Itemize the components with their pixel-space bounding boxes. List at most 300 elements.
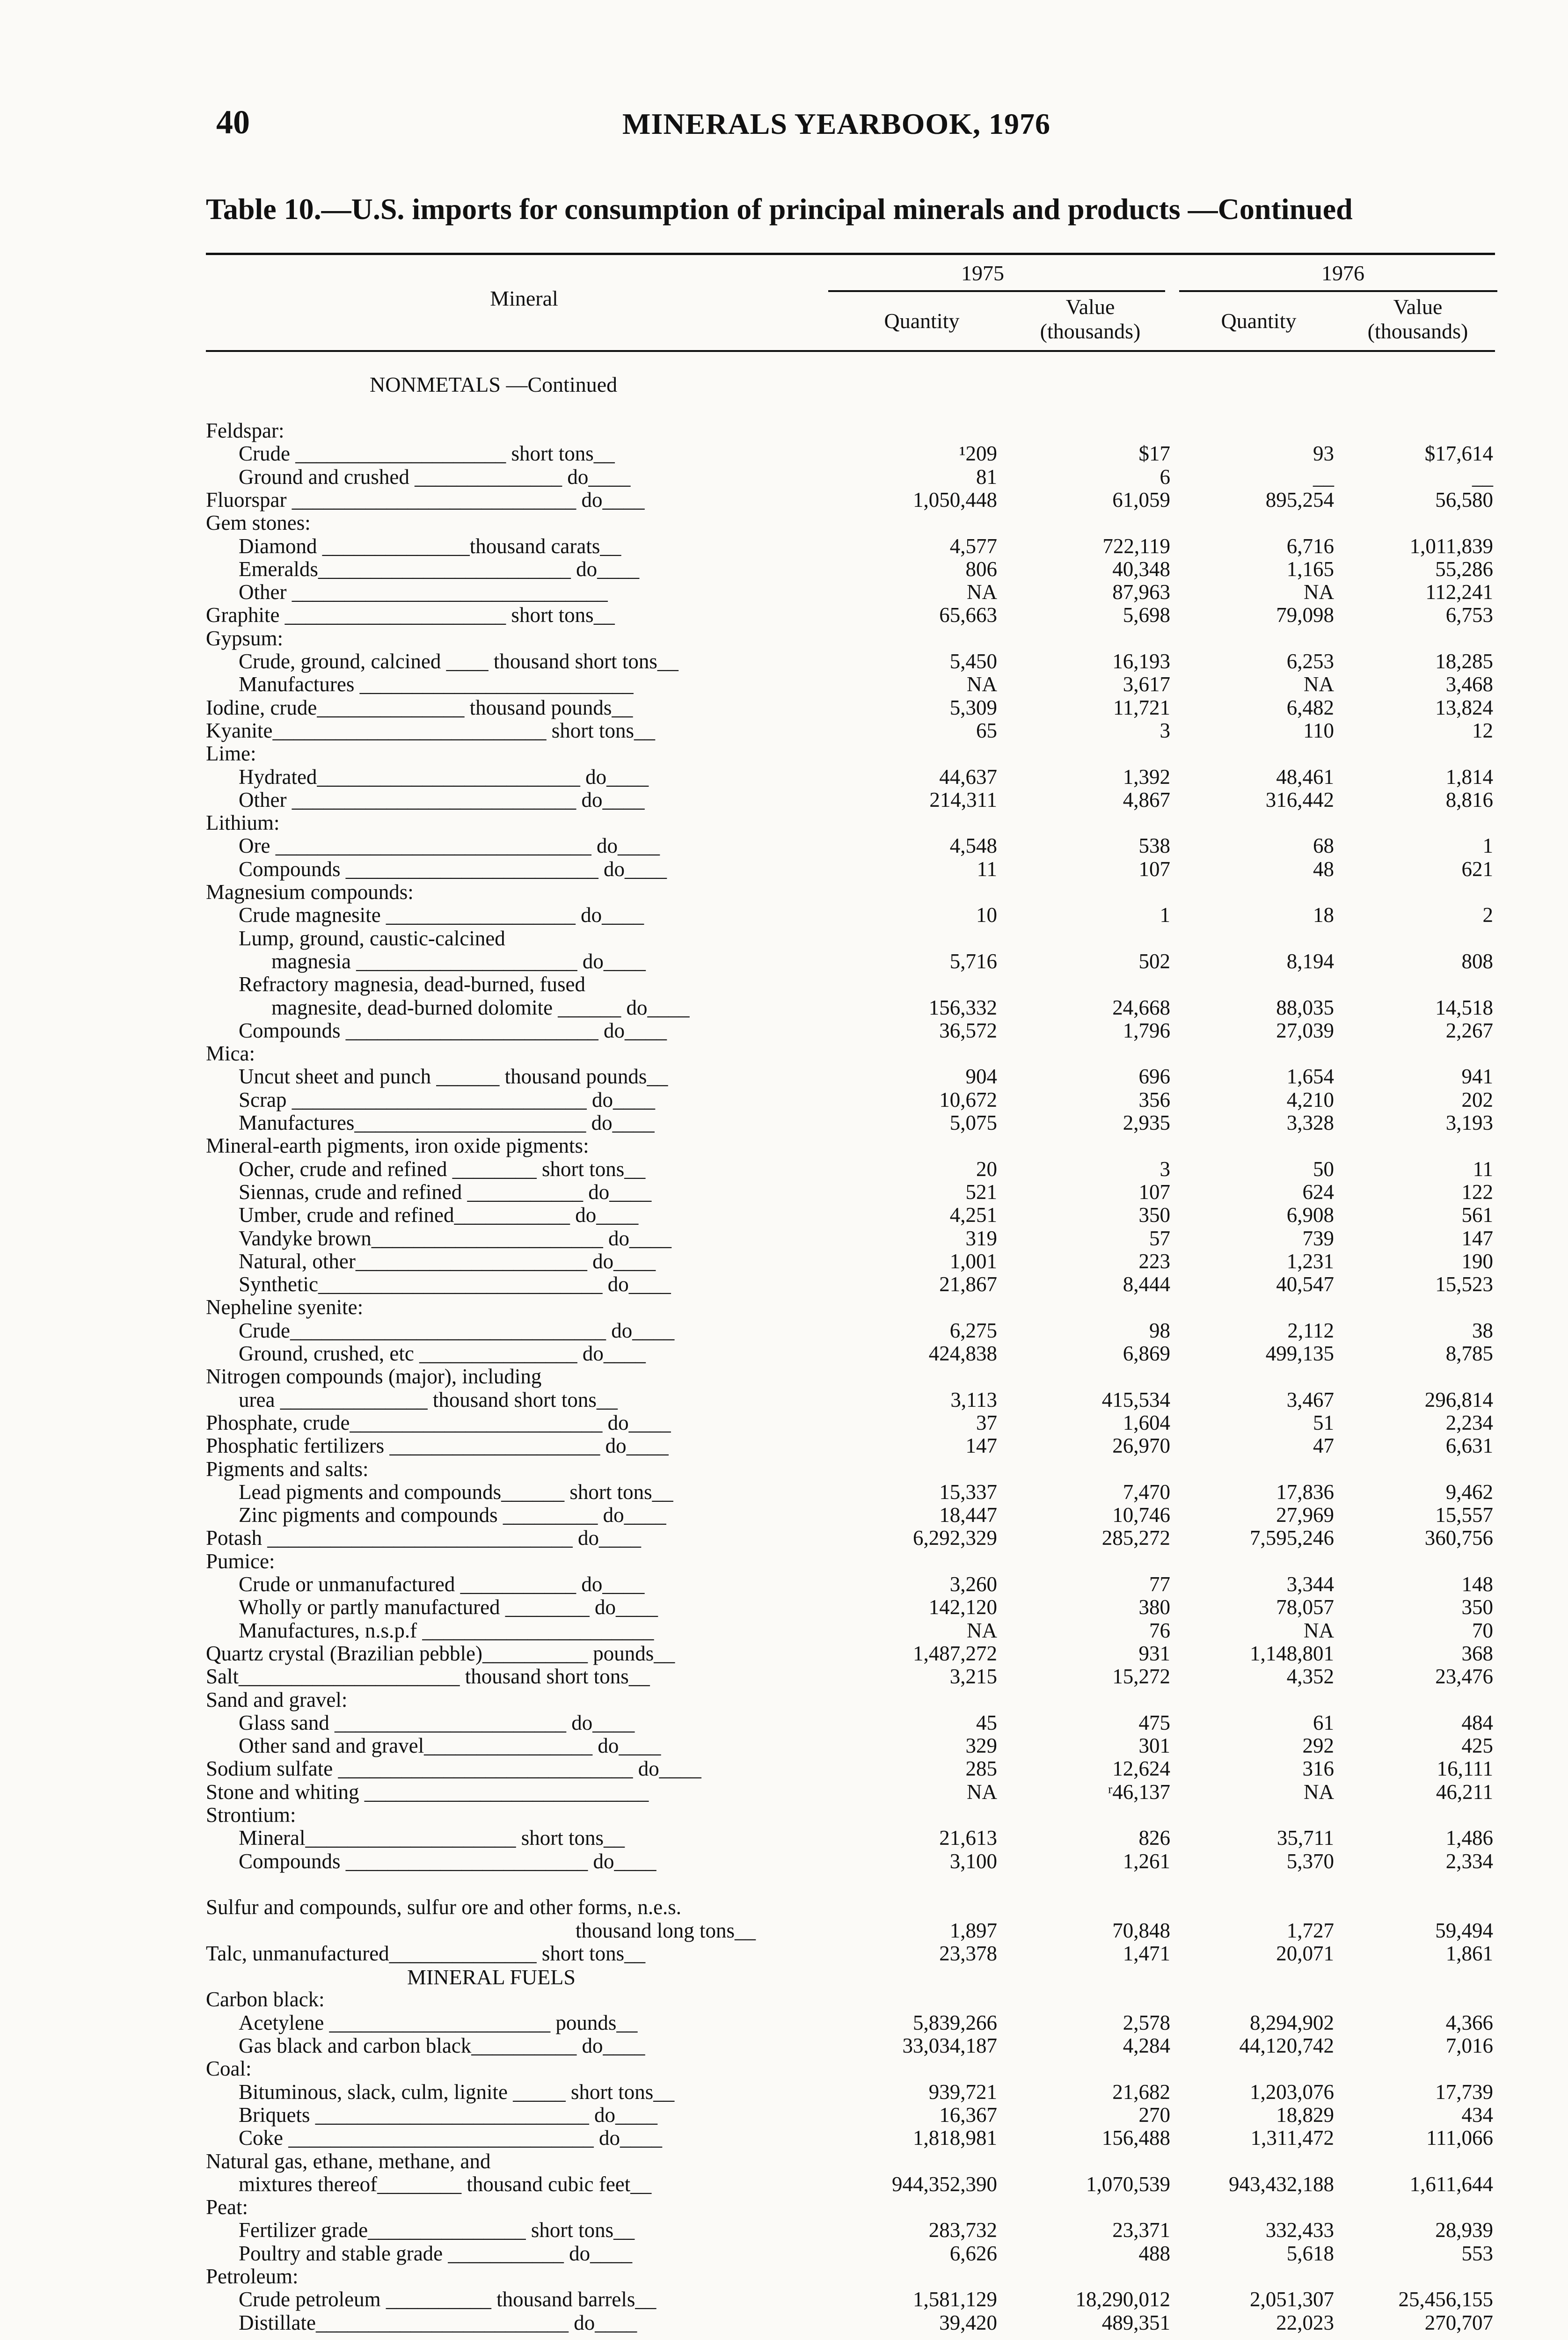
value-1976-cell: 190 <box>1461 1249 1493 1273</box>
value-1975-cell: 415,534 <box>1101 1388 1170 1411</box>
value-1975-cell: 826 <box>1138 1826 1170 1850</box>
table-row <box>0 1619 1568 1642</box>
table-row <box>0 1595 1568 1619</box>
row-label: Strontium: <box>206 1803 296 1827</box>
quantity-1975-header: Quantity <box>884 309 960 333</box>
table-row <box>0 2103 1568 2127</box>
row-label: Kyanite__________________________ short tons__ <box>206 718 655 742</box>
table-row <box>0 1319 1568 1342</box>
row-label: Lime: <box>206 742 256 766</box>
quantity-1975-cell: 424,838 <box>928 1342 997 1365</box>
table-row <box>0 2242 1568 2265</box>
row-label: Talc, unmanufactured______________ short tons__ <box>206 1941 646 1965</box>
value-1976-cell: 368 <box>1461 1641 1493 1665</box>
value-1976-header <box>1338 295 1497 344</box>
table-row <box>0 880 1568 904</box>
quantity-1976-cell: 4,352 <box>1286 1665 1334 1689</box>
row-label: Coke _____________________________ do____ <box>239 2126 662 2150</box>
row-label: Fluorspar ___________________________ do____ <box>206 488 645 512</box>
table-row <box>0 788 1568 812</box>
table-row <box>0 1826 1568 1850</box>
quantity-1975-cell: 939,721 <box>928 2080 997 2104</box>
value-1976-cell: 28,939 <box>1435 2218 1493 2242</box>
quantity-1975-cell: 3,260 <box>949 1572 997 1596</box>
mineral-column-header: Mineral <box>490 286 558 310</box>
value-1976-cell: 70 <box>1472 1618 1493 1642</box>
quantity-1976-cell: 6,482 <box>1286 695 1334 719</box>
quantity-1975-cell: 45 <box>976 1711 997 1734</box>
quantity-1976-cell: 7,595,246 <box>1250 1526 1334 1550</box>
quantity-1975-cell: 3,113 <box>950 1388 997 1411</box>
row-label: Nepheline syenite: <box>206 1295 364 1319</box>
value-1975-cell: 23,371 <box>1112 2218 1170 2242</box>
quantity-1976-cell: 6,908 <box>1286 1203 1334 1227</box>
value-1976-cell: 1,011,839 <box>1409 534 1493 558</box>
row-label: mixtures thereof________ thousand cubic feet__ <box>239 2172 652 2196</box>
table-row <box>0 650 1568 673</box>
row-label: Ground and crushed ______________ do____ <box>239 465 631 489</box>
table-row <box>0 442 1568 465</box>
quantity-1976-cell: 1,231 <box>1286 1249 1334 1273</box>
row-label: Diamond ______________thousand carats__ <box>239 534 621 558</box>
row-label: Glass sand ______________________ do____ <box>239 1711 635 1734</box>
table-row <box>0 2034 1568 2057</box>
value-1976-header-line1: Value <box>1393 295 1443 319</box>
running-title: MINERALS YEARBOOK, 1976 <box>622 107 1050 140</box>
value-1975-cell: 4,867 <box>1123 788 1170 812</box>
value-1975-cell: 26,970 <box>1112 1434 1170 1458</box>
row-label: Refractory magnesia, dead-burned, fused <box>239 973 585 996</box>
row-label: Feldspar: <box>206 419 284 442</box>
quantity-1975-cell: 65 <box>976 718 997 742</box>
row-label: Sulfur and compounds, sulfur ore and other forms, n.e.s. <box>206 1895 682 1919</box>
quantity-1976-cell: 17,836 <box>1276 1480 1334 1504</box>
quantity-1975-cell: 4,251 <box>949 1203 997 1227</box>
value-1976-cell: 13,824 <box>1435 695 1493 719</box>
quantity-1975-cell: NA <box>967 673 997 696</box>
value-1976-cell: 941 <box>1461 1065 1493 1089</box>
quantity-1976-cell: 292 <box>1302 1734 1334 1758</box>
quantity-1975-cell: 5,309 <box>949 695 997 719</box>
table-row <box>0 1019 1568 1042</box>
quantity-1975-cell: 1,487,272 <box>913 1641 997 1665</box>
value-1975-cell: 6 <box>1160 465 1170 489</box>
table-row <box>0 996 1568 1019</box>
table-row <box>0 1065 1568 1088</box>
quantity-1975-cell: 5,075 <box>949 1111 997 1134</box>
table-row <box>0 1688 1568 1711</box>
value-1975-cell: 3 <box>1160 1157 1170 1181</box>
value-1975-cell: 301 <box>1138 1734 1170 1758</box>
value-1976-cell: 11 <box>1473 1157 1493 1181</box>
table-row <box>0 1388 1568 1411</box>
quantity-1976-cell: 68 <box>1313 834 1334 858</box>
table-row <box>0 1434 1568 1457</box>
row-label: Gypsum: <box>206 626 284 650</box>
value-1975-cell: 356 <box>1138 1088 1170 1112</box>
row-label: Hydrated_________________________ do____ <box>239 765 649 789</box>
table-row <box>0 1295 1568 1319</box>
value-1975-cell: 1,796 <box>1123 1018 1170 1042</box>
quantity-1976-cell: 27,039 <box>1276 1018 1334 1042</box>
value-1976-cell: 59,494 <box>1435 1918 1493 1942</box>
value-1975-cell: 489,351 <box>1101 2311 1170 2334</box>
quantity-1976-cell: 48 <box>1313 857 1334 881</box>
quantity-1975-cell: 521 <box>965 1180 997 1204</box>
value-1975-cell: 1,261 <box>1123 1849 1170 1873</box>
table-row <box>0 2265 1568 2288</box>
table-row <box>0 1365 1568 1388</box>
value-1975-cell: 77 <box>1149 1572 1170 1596</box>
table-row <box>0 534 1568 558</box>
quantity-1976-cell: 8,194 <box>1286 949 1334 973</box>
quantity-1976-cell: 88,035 <box>1276 995 1334 1019</box>
quantity-1976-cell: 1,148,801 <box>1250 1641 1334 1665</box>
quantity-1976-cell: 2,051,307 <box>1250 2288 1334 2311</box>
value-1976-cell: 561 <box>1461 1203 1493 1227</box>
value-1976-cell: 7,016 <box>1445 2034 1493 2057</box>
value-1975-cell: 270 <box>1138 2103 1170 2127</box>
quantity-1976-cell: 1,727 <box>1286 1918 1334 1942</box>
value-1976-cell: 122 <box>1461 1180 1493 1204</box>
quantity-1975-cell: 329 <box>965 1734 997 1758</box>
value-1975-header-line2: (thousands) <box>1040 319 1141 343</box>
value-1976-cell: 6,631 <box>1445 1434 1493 1458</box>
value-1976-cell: 56,580 <box>1435 488 1493 512</box>
value-1975-cell: 1,604 <box>1123 1411 1170 1434</box>
quantity-1976-cell: 27,969 <box>1276 1503 1334 1527</box>
table-row <box>0 1550 1568 1573</box>
row-label: Natural, other______________________ do____ <box>239 1249 656 1273</box>
section-mineral-fuels: MINERAL FUELS <box>407 1965 576 1989</box>
value-1975-cell: 1,392 <box>1123 765 1170 789</box>
quantity-1976-cell: 624 <box>1302 1180 1334 1204</box>
quantity-1975-cell: 18,447 <box>939 1503 997 1527</box>
value-1976-cell: 4,366 <box>1445 2011 1493 2034</box>
value-1976-cell: 202 <box>1461 1088 1493 1112</box>
row-label: Lithium: <box>206 811 280 835</box>
quantity-1975-cell: 319 <box>965 1226 997 1250</box>
row-label: Coal: <box>206 2057 252 2081</box>
quantity-1976-cell: 6,253 <box>1286 650 1334 673</box>
value-1975-cell: 4,284 <box>1123 2034 1170 2057</box>
year-1976-header: 1976 <box>1321 261 1364 285</box>
table-row <box>0 1503 1568 1527</box>
value-1976-cell: 15,523 <box>1435 1272 1493 1296</box>
value-1976-cell: 38 <box>1472 1318 1493 1342</box>
row-label: Salt_____________________ thousand short tons__ <box>206 1665 650 1689</box>
quantity-1975-cell: 21,867 <box>939 1272 997 1296</box>
row-label: Phosphate, crude________________________ do____ <box>206 1411 671 1434</box>
value-1975-cell: 380 <box>1138 1595 1170 1619</box>
quantity-1975-cell: 5,450 <box>949 650 997 673</box>
row-label: Phosphatic fertilizers ____________________ do____ <box>206 1434 669 1458</box>
quantity-1975-cell: NA <box>967 1618 997 1642</box>
value-1975-cell: 1 <box>1160 903 1170 927</box>
quantity-1975-cell: 1,581,129 <box>913 2288 997 2311</box>
row-label: Compounds ________________________ do____ <box>239 857 667 881</box>
row-label: thousand long tons__ <box>576 1918 756 1942</box>
quantity-1976-cell: 48,461 <box>1276 765 1334 789</box>
quantity-1976-cell: __ <box>1313 465 1334 489</box>
value-1975-cell: 107 <box>1138 857 1170 881</box>
row-label: Mineral____________________ short tons__ <box>239 1826 625 1850</box>
quantity-1976-cell: 110 <box>1303 718 1334 742</box>
value-1975-cell: 2,935 <box>1123 1111 1170 1134</box>
table-row <box>0 1757 1568 1780</box>
value-1976-cell: 484 <box>1461 1711 1493 1734</box>
quantity-1976-cell: 6,716 <box>1286 534 1334 558</box>
row-label: Manufactures __________________________ <box>239 673 634 696</box>
table-row <box>0 696 1568 719</box>
table-row <box>0 488 1568 512</box>
row-label: Iodine, crude______________ thousand pounds__ <box>206 695 633 719</box>
value-1976-cell: 2,334 <box>1445 1849 1493 1873</box>
row-label: Ore ______________________________ do____ <box>239 834 660 858</box>
quantity-1975-cell: 156,332 <box>928 995 997 1019</box>
table-row <box>0 1711 1568 1734</box>
table-row <box>0 1480 1568 1504</box>
table-row <box>0 1850 1568 1873</box>
table-row <box>0 2288 1568 2311</box>
value-1975-cell: 40,348 <box>1112 557 1170 581</box>
table-row <box>0 1872 1568 1896</box>
row-label: Crude, ground, calcined ____ thousand short tons__ <box>239 650 678 673</box>
table-row <box>0 765 1568 789</box>
quantity-1976-cell: 79,098 <box>1276 603 1334 627</box>
quantity-1975-cell: NA <box>967 1780 997 1804</box>
value-1975-cell: 24,668 <box>1112 995 1170 1019</box>
quantity-1976-cell: 943,432,188 <box>1229 2172 1334 2196</box>
quantity-1975-cell: 4,548 <box>949 834 997 858</box>
table-row <box>0 1734 1568 1757</box>
row-label: magnesia _____________________ do____ <box>271 949 646 973</box>
value-1976-cell: 621 <box>1461 857 1493 881</box>
quantity-1976-cell: 332,433 <box>1265 2218 1334 2242</box>
quantity-1976-cell: 44,120,742 <box>1239 2034 1334 2057</box>
value-1976-cell: 3,468 <box>1445 673 1493 696</box>
value-1975-cell: 18,290,012 <box>1075 2288 1170 2311</box>
row-label: Gem stones: <box>206 511 311 535</box>
value-1976-cell: 270,707 <box>1424 2311 1493 2334</box>
value-1976-cell: 55,286 <box>1435 557 1493 581</box>
table-row <box>0 1088 1568 1112</box>
row-label: Lead pigments and compounds______ short tons__ <box>239 1480 673 1504</box>
table-row <box>0 811 1568 834</box>
quantity-1975-cell: 1,897 <box>949 1918 997 1942</box>
value-1975-cell: 538 <box>1138 834 1170 858</box>
row-label: Quartz crystal (Brazilian pebble)__________ pounds__ <box>206 1641 675 1665</box>
value-1976-cell: 148 <box>1461 1572 1493 1596</box>
quantity-1975-cell: 21,613 <box>939 1826 997 1850</box>
table-row <box>0 1572 1568 1596</box>
table-title: Table 10.—U.S. imports for consumption of principal minerals and products —Continued <box>206 192 1353 226</box>
value-1975-cell: 107 <box>1138 1180 1170 1204</box>
row-label: Lump, ground, caustic-calcined <box>239 926 505 950</box>
quantity-1976-cell: 40,547 <box>1276 1272 1334 1296</box>
quantity-1975-cell: ¹209 <box>959 442 997 466</box>
quantity-1976-cell: 5,618 <box>1286 2241 1334 2265</box>
quantity-1976-cell: 47 <box>1313 1434 1334 1458</box>
quantity-1975-cell: 285 <box>965 1757 997 1781</box>
value-1976-cell: 18,285 <box>1435 650 1493 673</box>
quantity-1976-cell: 1,311,472 <box>1250 2126 1334 2150</box>
value-1975-cell: 3 <box>1160 718 1170 742</box>
value-1976-cell: 17,739 <box>1435 2080 1493 2104</box>
quantity-1976-cell: 3,328 <box>1286 1111 1334 1134</box>
row-label: Crude or unmanufactured ___________ do____ <box>239 1572 645 1596</box>
table-row <box>0 2057 1568 2080</box>
row-label: Pigments and salts: <box>206 1457 369 1481</box>
quantity-1976-cell: 895,254 <box>1265 488 1334 512</box>
quantity-1975-cell: 1,001 <box>949 1249 997 1273</box>
table-row <box>0 1111 1568 1134</box>
quantity-1975-cell: 81 <box>976 465 997 489</box>
table-row <box>0 2311 1568 2334</box>
row-label: Ground, crushed, etc _______________ do____ <box>239 1342 646 1365</box>
row-label: Gas black and carbon black__________ do____ <box>239 2034 645 2057</box>
value-1976-cell: 8,816 <box>1445 788 1493 812</box>
quantity-1975-cell: 36,572 <box>939 1018 997 1042</box>
value-1975-cell: 10,746 <box>1112 1503 1170 1527</box>
value-1975-cell: 2,578 <box>1123 2011 1170 2034</box>
table-row <box>0 719 1568 742</box>
row-label: Compounds ________________________ do____ <box>239 1018 667 1042</box>
quantity-1975-cell: 39,420 <box>939 2311 997 2334</box>
table-row <box>0 673 1568 696</box>
row-label: Compounds _______________________ do____ <box>239 1849 656 1873</box>
quantity-1975-cell: 65,663 <box>939 603 997 627</box>
value-1975-cell: 1,070,539 <box>1086 2172 1170 2196</box>
value-1975-cell: 61,059 <box>1112 488 1170 512</box>
value-1976-cell: 3,193 <box>1445 1111 1493 1134</box>
table-row <box>0 834 1568 857</box>
row-label: Magnesium compounds: <box>206 880 414 904</box>
table-row <box>0 2172 1568 2196</box>
quantity-1976-cell: NA <box>1304 1618 1334 1642</box>
value-1976-cell: 12 <box>1472 718 1493 742</box>
table-row <box>0 1157 1568 1181</box>
quantity-1976-cell: NA <box>1304 1780 1334 1804</box>
value-1975-cell: 285,272 <box>1101 1526 1170 1550</box>
row-label: Graphite _____________________ short tons__ <box>206 603 615 627</box>
value-1975-cell: ʳ46,137 <box>1108 1780 1170 1804</box>
value-1976-cell: 360,756 <box>1424 1526 1493 1550</box>
quantity-1976-cell: 4,210 <box>1286 1088 1334 1112</box>
table-row <box>0 1803 1568 1827</box>
value-1976-cell: 6,753 <box>1445 603 1493 627</box>
row-label: Other sand and gravel________________ do____ <box>239 1734 661 1758</box>
quantity-1976-cell: 1,654 <box>1286 1065 1334 1089</box>
value-1975-cell: 931 <box>1138 1641 1170 1665</box>
quantity-1975-cell: 6,275 <box>949 1318 997 1342</box>
value-1976-cell: 8,785 <box>1445 1342 1493 1365</box>
quantity-1975-cell: 142,120 <box>928 1595 997 1619</box>
section-nonmetals: NONMETALS —Continued <box>370 373 618 396</box>
quantity-1976-cell: 316,442 <box>1265 788 1334 812</box>
quantity-1975-cell: 283,732 <box>928 2218 997 2242</box>
quantity-1976-cell: 18 <box>1313 903 1334 927</box>
value-1976-cell: 23,476 <box>1435 1665 1493 1689</box>
quantity-1976-cell: NA <box>1304 580 1334 604</box>
table-row <box>0 857 1568 881</box>
quantity-1975-cell: 147 <box>965 1434 997 1458</box>
row-label: Potash _____________________________ do____ <box>206 1526 642 1550</box>
value-1976-header-line2: (thousands) <box>1367 319 1468 343</box>
quantity-1976-cell: 3,344 <box>1286 1572 1334 1596</box>
table-row <box>0 973 1568 996</box>
table-row <box>0 627 1568 650</box>
row-label: Umber, crude and refined___________ do____ <box>239 1203 639 1227</box>
table-row <box>0 2126 1568 2150</box>
value-1975-cell: 6,869 <box>1123 1342 1170 1365</box>
table-row <box>0 2080 1568 2104</box>
value-1975-cell: 5,698 <box>1123 603 1170 627</box>
value-1976-cell: 1,861 <box>1445 1941 1493 1965</box>
quantity-1976-cell: 8,294,902 <box>1250 2011 1334 2034</box>
value-1976-cell: 434 <box>1461 2103 1493 2127</box>
row-label: Distillate________________________ do____ <box>239 2311 637 2334</box>
row-label: Acetylene _____________________ pounds__ <box>239 2011 638 2034</box>
value-1975-cell: 76 <box>1149 1618 1170 1642</box>
row-label: Nitrogen compounds (major), including <box>206 1365 542 1389</box>
quantity-1975-cell: 1,818,981 <box>913 2126 997 2150</box>
row-label: Crude______________________________ do____ <box>239 1318 675 1342</box>
table-row <box>0 2195 1568 2219</box>
row-label: Carbon black: <box>206 1988 325 2011</box>
table-row <box>0 1919 1568 1942</box>
quantity-1975-cell: 944,352,390 <box>892 2172 997 2196</box>
table-row <box>0 1780 1568 1804</box>
quantity-1975-cell: 15,337 <box>939 1480 997 1504</box>
quantity-1976-header: Quantity <box>1221 309 1297 333</box>
table-row <box>0 950 1568 973</box>
value-1975-cell: 488 <box>1138 2241 1170 2265</box>
value-1976-cell: 15,557 <box>1435 1503 1493 1527</box>
row-label: urea ______________ thousand short tons__ <box>239 1388 618 1411</box>
row-label: Scrap ____________________________ do____ <box>239 1088 655 1112</box>
value-1976-cell: 296,814 <box>1424 1388 1493 1411</box>
value-1975-cell: 1,471 <box>1123 1941 1170 1965</box>
value-1975-cell: 696 <box>1138 1065 1170 1089</box>
value-1976-cell: 147 <box>1461 1226 1493 1250</box>
value-1975-cell: 70,848 <box>1112 1918 1170 1942</box>
year-1975-rule <box>828 290 1165 292</box>
header-bottom-rule <box>206 350 1495 352</box>
row-label: Crude petroleum __________ thousand barrels__ <box>239 2288 656 2311</box>
table-row <box>0 1457 1568 1481</box>
value-1975-cell: 98 <box>1149 1318 1170 1342</box>
value-1975-cell: 21,682 <box>1112 2080 1170 2104</box>
row-label: Manufactures, n.s.p.f ______________________ <box>239 1618 654 1642</box>
value-1976-cell: $17,614 <box>1424 442 1493 466</box>
table-row <box>0 1134 1568 1157</box>
quantity-1976-cell: 2,112 <box>1287 1318 1334 1342</box>
value-1976-cell: 808 <box>1461 949 1493 973</box>
row-label: Uncut sheet and punch ______ thousand pounds__ <box>239 1065 668 1089</box>
quantity-1975-cell: 806 <box>965 557 997 581</box>
value-1976-cell: 25,456,155 <box>1398 2288 1493 2311</box>
quantity-1976-cell: 18,829 <box>1276 2103 1334 2127</box>
quantity-1976-cell: 22,023 <box>1276 2311 1334 2334</box>
year-1975-header: 1975 <box>961 261 1004 285</box>
quantity-1975-cell: 3,215 <box>949 1665 997 1689</box>
table-row <box>0 1227 1568 1250</box>
table-row <box>0 580 1568 604</box>
table-row <box>0 903 1568 927</box>
value-1975-cell: 502 <box>1138 949 1170 973</box>
table-row <box>0 603 1568 627</box>
